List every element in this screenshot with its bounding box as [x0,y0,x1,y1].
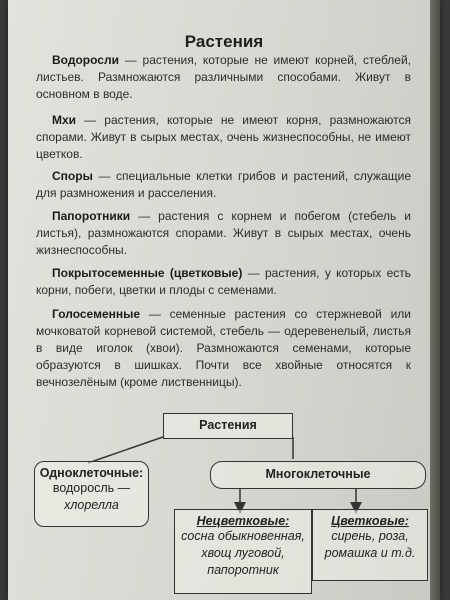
nonflowering-box [174,509,312,594]
flowering-box [312,509,428,581]
multicellular-label: Многоклеточные [265,467,371,481]
nonflowering-line3: папоротник [207,563,279,577]
connector-root-unicellular [88,437,163,463]
book-page [8,0,440,600]
nonflowering-line1: сосна обыкновенная, [181,529,305,543]
classification-diagram [8,405,440,600]
nonflowering-head: Нецветковые: [196,514,290,528]
term-gymnosperms: Голосеменные [52,307,141,321]
definition-mosses: — растения, которые не имеют корня, размножаются спорами. Живут в сырых местах, очень жизнеспособны, не имеют цветков. [36,113,411,161]
flowering-head: Цветковые: [331,514,409,528]
definition-algae: — растения, которые не имеют корней, стеблей, листьев. Размножаются различными способами. Живут в основном в воде. [36,53,411,101]
term-mosses: Мхи [52,113,77,127]
flowering-line1: сирень, роза, [331,529,409,543]
term-spores: Споры [52,169,93,183]
root-box [163,413,293,439]
definition-gymnosperms: — семенные растения со стержневой или мочковатой корневой системой, стебель — одеревенелый, листья в виде иголок (хвои). Размножаются семенами, которые образуются в шишках. Почти все хвойные относятся к вечнозелёным (кроме лиственницы). [36,307,411,389]
paragraph-algae [36,52,411,103]
root-label: Растения [199,418,257,432]
paragraph-angiosperms [36,265,411,299]
definition-spores: — специальные клетки грибов и растений, служащие для размножения и расселения. [36,169,411,200]
paragraph-mosses [36,112,411,163]
term-angiosperms: Покрытосеменные (цветковые) [52,266,243,280]
term-ferns: Папоротники [52,209,131,223]
paragraph-spores [36,168,411,202]
multicellular-box [210,461,426,489]
page-title: Растения [184,32,264,51]
definition-ferns: — растения с корнем и побегом (стебель и листья), размножаются спорами. Живут в сырых местах, очень жизнеспособны. [36,209,411,257]
nonflowering-line2: хвощ луговой, [201,546,285,560]
unicellular-line1: водоросль — [52,481,131,495]
paragraph-gymnosperms [36,306,411,391]
unicellular-head: Одноклеточные: [39,466,144,480]
unicellular-box [34,461,149,527]
paragraph-ferns [36,208,411,259]
flowering-line2: ромашка и т.д. [324,546,416,560]
definition-angiosperms: — растения, у которых есть корни, побеги, цветки и плоды с семенами. [36,266,411,297]
unicellular-line2: хлорелла [64,498,119,512]
term-algae: Водоросли [52,53,119,67]
